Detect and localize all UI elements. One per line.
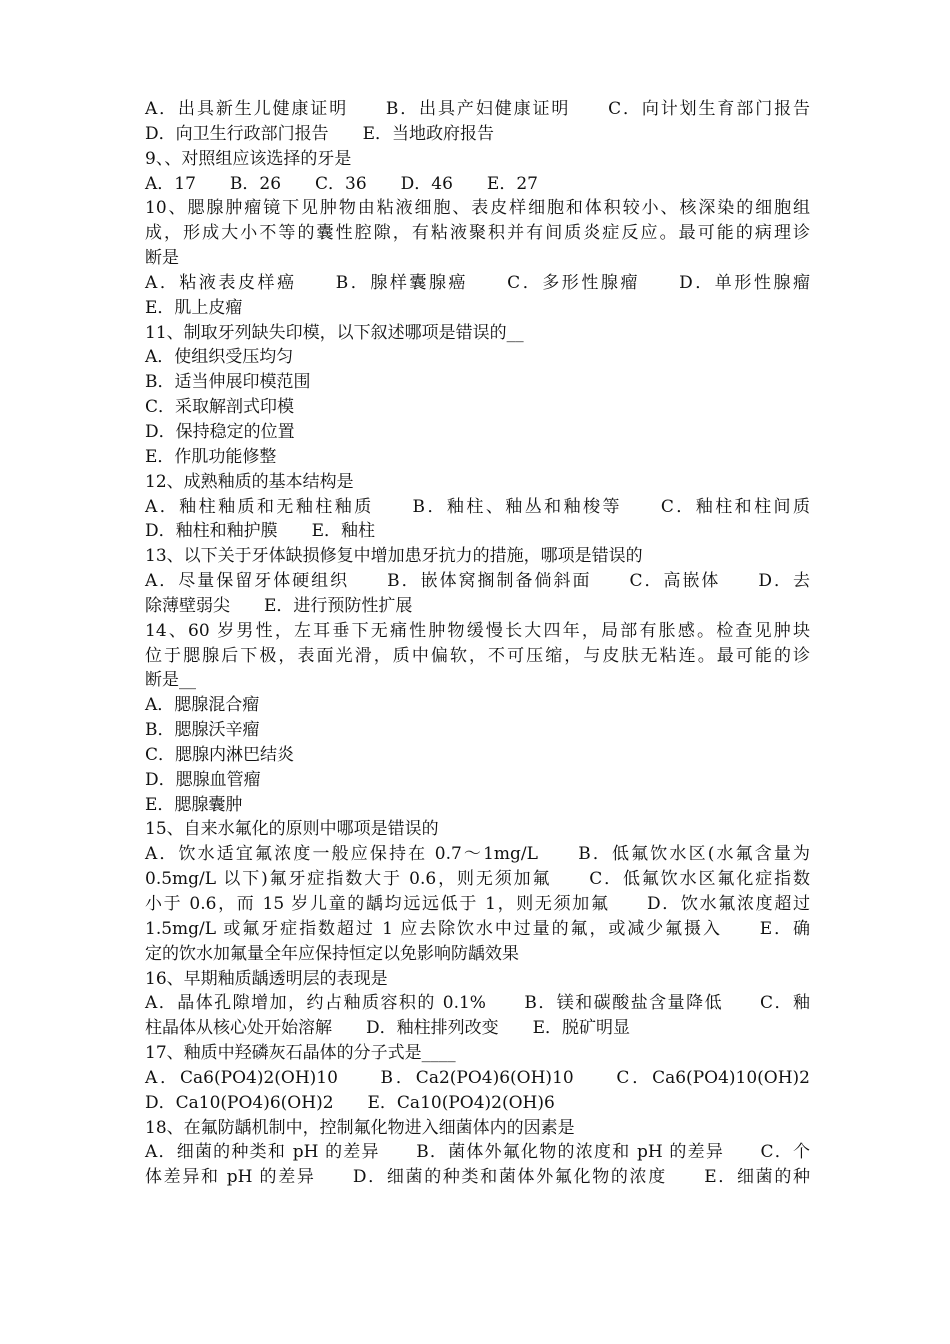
text-line: D．釉柱和釉护膜 E．釉柱 <box>145 521 376 542</box>
text-line: 10、腮腺肿瘤镜下见肿物由粘液细胞、表皮样细胞和体积较小、核深染的细胞组 <box>145 198 810 219</box>
text-line: B．腮腺沃辛瘤 <box>145 720 260 741</box>
text-line: A．饮水适宜氟浓度一般应保持在 0.7～1mg/L B．低氟饮水区(水氟含量为 <box>145 844 810 865</box>
text-line: A．使组织受压均匀 <box>145 347 294 368</box>
text-line: 成，形成大小不等的囊性腔隙，有粘液聚积并有间质炎症反应。最可能的病理诊 <box>145 223 810 244</box>
text-line: D．腮腺血管瘤 <box>145 769 261 790</box>
text-line: C．采取解剖式印模 <box>145 397 295 418</box>
text-line: 1.5mg/L 或氟牙症指数超过 1 应去除饮水中过量的氟，或减少氟摄入 E．确 <box>145 918 810 939</box>
text-line: 定的饮水加氟量全年应保持恒定以免影响防龋效果 <box>145 943 519 964</box>
text-line: 13、以下关于牙体缺损修复中增加患牙抗力的措施，哪项是错误的 <box>145 546 643 567</box>
text-line: 除薄壁弱尖 E．进行预防性扩展 <box>145 595 413 616</box>
text-line: 体差异和 pH 的差异 D．细菌的种类和菌体外氟化物的浓度 E．细菌的种 <box>145 1167 810 1188</box>
text-line: B．适当伸展印模范围 <box>145 372 311 393</box>
text-line: 小于 0.6，而 15 岁儿童的龋均远远低于 1，则无须加氟 D．饮水氟浓度超过 <box>145 894 810 914</box>
text-line: A．釉柱釉质和无釉柱釉质 B．釉柱、釉丛和釉梭等 C．釉柱和柱间质 <box>145 496 810 517</box>
text-line: 位于腮腺后下极，表面光滑，质中偏软，不可压缩，与皮肤无粘连。最可能的诊 <box>145 645 810 666</box>
text-line: 断是__ <box>145 670 196 691</box>
document-page <box>145 97 810 1190</box>
text-line: C．腮腺内淋巴结炎 <box>145 744 295 765</box>
text-line: A．粘液表皮样癌 B．腺样囊腺癌 C．多形性腺瘤 D．单形性腺瘤 <box>145 272 810 293</box>
text-line: 9、、对照组应该选择的牙是 <box>145 148 352 169</box>
text-line: 15、自来水氟化的原则中哪项是错误的 <box>145 819 439 840</box>
text-line: E．肌上皮瘤 <box>145 297 243 318</box>
text-line: 断是 <box>145 248 179 269</box>
text-line: A．晶体孔隙增加，约占釉质容积的 0.1% B．镁和碳酸盐含量降低 C．釉 <box>145 993 810 1014</box>
text-line: A．Ca6(PO4)2(OH)10 B．Ca2(PO4)6(OH)10 C．Ca6(PO4)10(OH)2 <box>145 1067 810 1088</box>
text-line: 柱晶体从核心处开始溶解 D．釉柱排列改变 E．脱矿明显 <box>145 1018 631 1039</box>
text-line: A．出具新生儿健康证明 B．出具产妇健康证明 C．向计划生育部门报告 <box>145 99 810 119</box>
text-line: A．细菌的种类和 pH 的差异 B．菌体外氟化物的浓度和 pH 的差异 C．个 <box>145 1142 810 1163</box>
text-line: 16、早期釉质龋透明层的表现是 <box>145 968 388 989</box>
text-line: 18、在氟防龋机制中，控制氟化物进入细菌体内的因素是 <box>145 1117 575 1138</box>
text-line: 0.5mg/L 以下)氟牙症指数大于 0.6，则无须加氟 C．低氟饮水区氟化症指数 <box>145 869 810 890</box>
text-line: 12、成熟釉质的基本结构是 <box>145 471 354 492</box>
text-line: A．尽量保留牙体硬组织 B．嵌体窝搁制备倘斜面 C．高嵌体 D．去 <box>145 571 810 592</box>
text-line: 17、釉质中羟磷灰石晶体的分子式是____ <box>145 1043 456 1064</box>
text-line: D．Ca10(PO4)6(OH)2 E．Ca10(PO4)2(OH)6 <box>145 1092 555 1113</box>
text-line: E．作肌功能修整 <box>145 446 277 467</box>
text-line: A．腮腺混合瘤 <box>145 695 260 716</box>
text-line: D．向卫生行政部门报告 E．当地政府报告 <box>145 123 495 144</box>
text-line: E．腮腺囊肿 <box>145 794 243 815</box>
text-line: 14、60 岁男性，左耳垂下无痛性肿物缓慢长大四年，局部有胀感。检查见肿块 <box>145 620 810 641</box>
text-line: D．保持稳定的位置 <box>145 421 295 442</box>
text-line: 11、制取牙列缺失印模，以下叙述哪项是错误的__ <box>145 322 524 343</box>
text-line: A．17 B．26 C．36 D．46 E．27 <box>145 173 538 194</box>
